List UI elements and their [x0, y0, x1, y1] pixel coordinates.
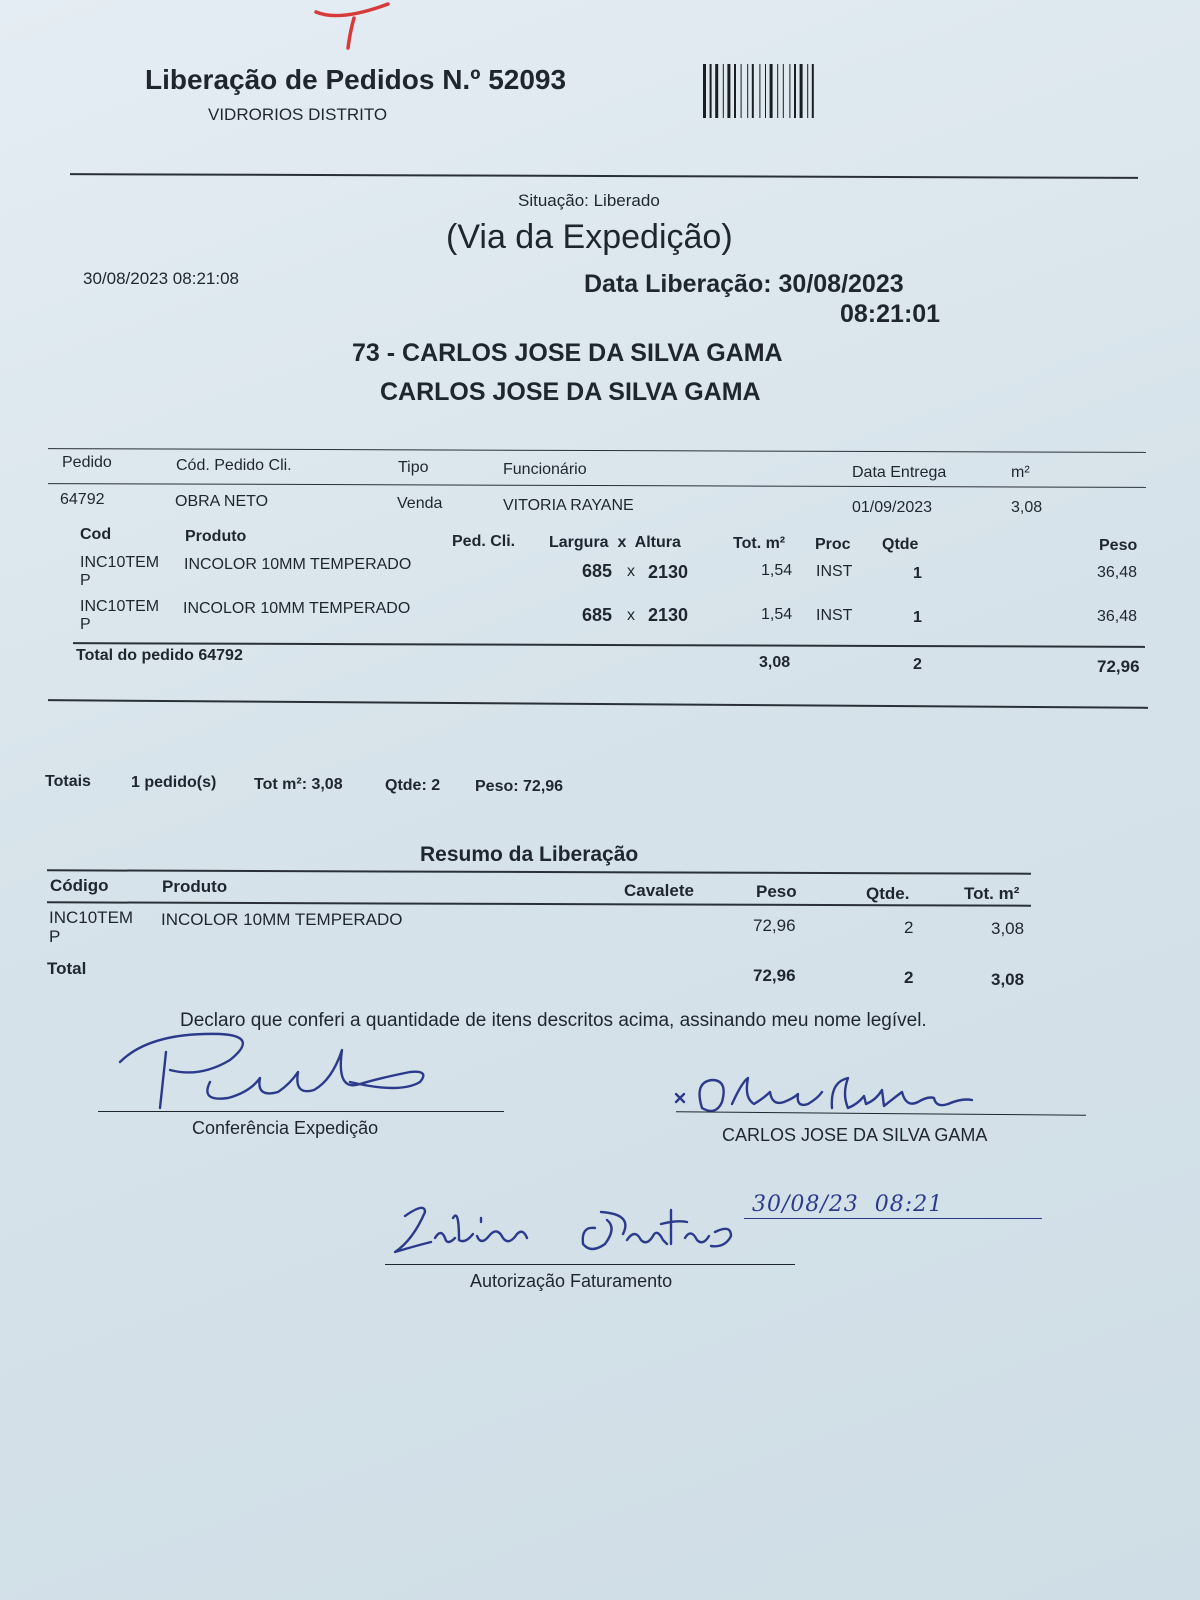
barcode-bar	[727, 64, 730, 118]
items-header-cod: Cod	[80, 526, 112, 543]
resumo-total-peso: 72,96	[753, 966, 796, 985]
items-header-tot-m2: Tot. m²	[733, 535, 786, 552]
header-divider	[70, 173, 1138, 179]
conferencia-label: Conferência Expedição	[192, 1118, 379, 1138]
autorizacao-label: Autorização Faturamento	[470, 1271, 673, 1291]
items-header-produto: Produto	[185, 528, 247, 545]
document-title: Liberação de Pedidos N.º 52093	[145, 64, 567, 95]
items-header-peso: Peso	[1099, 537, 1138, 554]
company-name: VIDRORIOS DISTRITO	[208, 105, 388, 124]
label-m2: m²	[1011, 464, 1030, 481]
item-2-qtde: 1	[913, 609, 922, 626]
autorizacao-signature	[385, 1188, 755, 1268]
resumo-row-peso: 72,96	[753, 916, 796, 935]
item-2-cod: INC10TEM P	[80, 598, 160, 633]
item-1-tot-m2: 1,54	[761, 562, 793, 579]
item-1-altura: 2130	[648, 562, 689, 582]
item-2-altura: 2130	[648, 605, 689, 625]
barcode-bar	[752, 64, 754, 118]
value-funcionario: VITORIA RAYANE	[503, 497, 634, 514]
value-data-entrega: 01/09/2023	[852, 499, 933, 516]
item-2-x: x	[627, 607, 635, 624]
item-1-x: x	[627, 563, 635, 580]
item-1-qtde: 1	[913, 565, 922, 582]
barcode-icon	[703, 64, 888, 118]
item-2-largura: 685	[582, 605, 613, 625]
order-total-peso: 72,96	[1097, 657, 1140, 676]
barcode-bar	[770, 64, 773, 118]
resumo-total-label: Total	[47, 959, 87, 978]
handwritten-date-underline	[744, 1218, 1042, 1219]
barcode-bar	[807, 64, 808, 118]
barcode-bar	[734, 64, 736, 118]
barcode-bar	[715, 64, 718, 118]
autorizacao-line	[385, 1264, 795, 1265]
resumo-header-peso: Peso	[756, 882, 797, 901]
label-tipo: Tipo	[398, 459, 429, 476]
totais-label: Totais	[45, 773, 91, 790]
label-pedido: Pedido	[62, 454, 112, 471]
resumo-total-qtde: 2	[904, 968, 914, 987]
barcode-bar	[794, 64, 796, 118]
items-header-qtde: Qtde	[882, 536, 919, 553]
order-mid-rule	[48, 483, 1146, 488]
order-total-qtde: 2	[913, 656, 922, 673]
order-total-tot-m2: 3,08	[759, 654, 791, 671]
handwritten-date: 30/08/23 08:21	[752, 1192, 944, 1217]
totais-pedidos: 1 pedido(s)	[131, 774, 217, 791]
order-bottom-rule	[48, 699, 1148, 709]
order-total-label: Total do pedido 64792	[76, 647, 243, 664]
barcode-bar	[783, 64, 784, 118]
items-header-largura-altura: Largura x Altura	[549, 534, 681, 551]
print-datetime: 30/08/2023 08:21:08	[83, 269, 239, 288]
resumo-row-codigo: INC10TEM P	[49, 908, 134, 946]
barcode-bar	[765, 64, 766, 118]
resumo-header-tot-m2: Tot. m²	[964, 884, 1020, 903]
barcode-bar	[741, 64, 742, 118]
resumo-row-tot-m2: 3,08	[991, 919, 1025, 938]
cliente-signature	[672, 1068, 1002, 1128]
conferencia-signature	[110, 1022, 450, 1112]
value-m2: 3,08	[1011, 499, 1043, 516]
item-2-tot-m2: 1,54	[761, 606, 793, 623]
item-2-proc: INST	[816, 607, 853, 624]
declaration-text: Declaro que conferi a quantidade de itens descritos acima, assinando meu nome legível.	[180, 1010, 927, 1031]
client-line-1: 73 - CARLOS JOSE DA SILVA GAMA	[352, 339, 783, 367]
barcode-bar	[777, 64, 778, 118]
barcode-bar	[789, 64, 790, 118]
order-top-rule	[48, 448, 1146, 453]
item-1-cod: INC10TEM P	[80, 554, 160, 589]
resumo-row-produto: INCOLOR 10MM TEMPERADO	[161, 910, 403, 929]
label-data-entrega: Data Entrega	[852, 464, 947, 481]
totais-tot-m2: Tot m²: 3,08	[254, 776, 343, 793]
totais-peso: Peso: 72,96	[475, 778, 564, 795]
conferencia-line	[98, 1111, 504, 1112]
item-1-largura: 685	[582, 561, 613, 581]
resumo-title: Resumo da Liberação	[420, 843, 639, 866]
resumo-header-produto: Produto	[162, 877, 228, 896]
item-1-peso: 36,48	[1097, 564, 1138, 581]
barcode-bar	[710, 64, 712, 118]
value-pedido: 64792	[60, 491, 105, 508]
situacao: Situação: Liberado	[518, 191, 660, 210]
resumo-total-tot-m2: 3,08	[991, 970, 1025, 989]
totais-qtde: Qtde: 2	[385, 777, 441, 794]
resumo-row-qtde: 2	[904, 918, 914, 937]
resumo-header-qtde: Qtde.	[866, 884, 910, 903]
item-1-produto: INCOLOR 10MM TEMPERADO	[184, 556, 412, 573]
via-expedicao: (Via da Expedição)	[446, 218, 733, 256]
label-cod-pedido-cli: Cód. Pedido Cli.	[176, 457, 292, 474]
data-liberacao-time: 08:21:01	[840, 300, 941, 328]
value-cod-pedido-cli: OBRA NETO	[175, 493, 269, 510]
barcode-bar	[759, 64, 760, 118]
item-2-peso: 36,48	[1097, 608, 1138, 625]
barcode-bar	[800, 64, 803, 118]
barcode-bar	[747, 64, 748, 118]
barcode-bar	[812, 64, 814, 118]
value-tipo: Venda	[397, 495, 443, 512]
resumo-top-rule	[47, 869, 1031, 874]
red-pen-mark	[310, 0, 400, 52]
items-header-proc: Proc	[815, 536, 851, 553]
label-funcionario: Funcionário	[503, 461, 587, 478]
client-line-2: CARLOS JOSE DA SILVA GAMA	[380, 378, 761, 406]
barcode-bar	[723, 64, 724, 118]
item-2-produto: INCOLOR 10MM TEMPERADO	[183, 600, 411, 617]
barcode-bar	[703, 64, 706, 118]
resumo-header-cavalete: Cavalete	[624, 881, 694, 900]
cliente-label: CARLOS JOSE DA SILVA GAMA	[722, 1125, 988, 1145]
resumo-header-codigo: Código	[50, 876, 109, 895]
items-header-ped-cli: Ped. Cli.	[452, 533, 516, 550]
data-liberacao: Data Liberação: 30/08/2023	[584, 270, 904, 298]
item-1-proc: INST	[816, 563, 853, 580]
